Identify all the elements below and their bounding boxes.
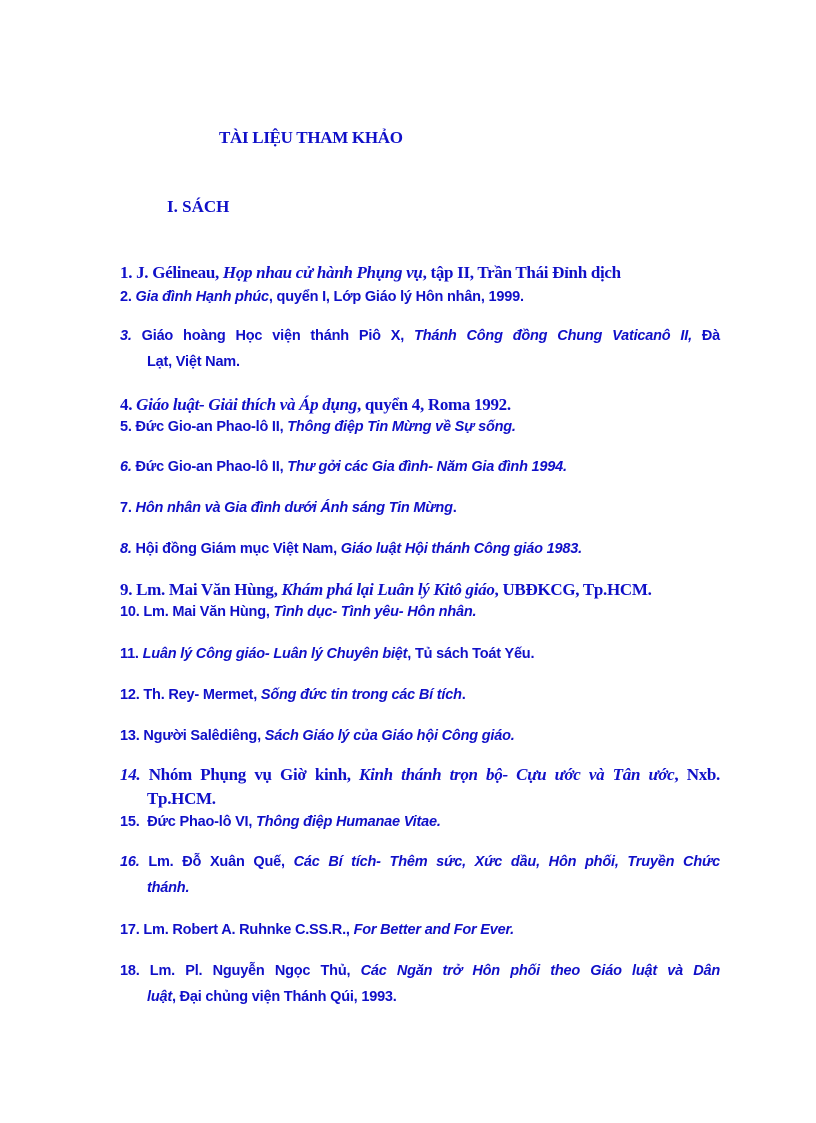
ref-author: Lm. Đỗ Xuân Quế, xyxy=(139,854,294,870)
reference-item-13 xyxy=(120,723,720,749)
ref-title: Họp nhau cử hành Phụng vụ xyxy=(222,263,423,282)
reference-item-7 xyxy=(120,495,720,521)
ref-author: Người Salêdiêng, xyxy=(139,728,265,744)
ref-detail: . xyxy=(461,687,466,703)
reference-item-3 xyxy=(120,323,720,375)
ref-title: Tình dục- Tình yêu- Hôn nhân. xyxy=(273,604,477,620)
ref-title: Hôn nhân và Gia đình dưới Ánh sáng Tin Mừng xyxy=(135,500,453,516)
ref-author: Hội đồng Giám mục Việt Nam, xyxy=(131,541,341,557)
ref-title: Thư gởi các Gia đình- Năm Gia đình 1994. xyxy=(287,459,567,475)
ref-number: 9. xyxy=(120,580,133,599)
ref-detail: , Đại chủng viện Thánh Qúi, 1993. xyxy=(171,989,397,1005)
ref-author: Đức Phao-lô VI, xyxy=(139,814,257,830)
ref-detail: , UBĐKCG, Tp.HCM. xyxy=(494,580,652,599)
ref-title: Gia đình Hạnh phúc xyxy=(135,289,269,305)
ref-title: Sống đức tin trong các Bí tích xyxy=(260,687,462,703)
ref-continuation: thánh. xyxy=(147,880,190,896)
ref-title: Các Bí tích- Thêm sức, Xức dầu, Hôn phối, Truyền Chức xyxy=(293,854,720,870)
page-title: TÀI LIỆU THAM KHẢO xyxy=(219,128,403,147)
reference-item-2 xyxy=(120,284,720,310)
ref-detail: Đà xyxy=(691,328,721,344)
ref-title: Thánh Công đồng Chung Vaticanô II, xyxy=(414,328,692,344)
ref-number: 14. xyxy=(120,765,141,784)
ref-first-line xyxy=(120,323,720,349)
ref-title-end: luật xyxy=(147,989,172,1005)
ref-number: 6. xyxy=(120,459,132,475)
ref-title: Giáo luật- Giải thích và Áp dụng xyxy=(136,395,357,414)
ref-number: 1. xyxy=(120,263,133,282)
ref-number: 12. xyxy=(120,687,140,703)
ref-detail: , Nxb. xyxy=(674,765,721,784)
ref-first-line xyxy=(120,763,720,787)
ref-title: Các Ngăn trở Hôn phối theo Giáo luật và Dân xyxy=(360,963,720,979)
ref-detail: . xyxy=(452,500,457,516)
ref-author: Đức Gio-an Phao-lô II, xyxy=(131,419,288,435)
reference-item-6 xyxy=(120,454,720,480)
ref-number: 5. xyxy=(120,419,132,435)
ref-title: Luân lý Công giáo- Luân lý Chuyên biệt xyxy=(142,646,408,662)
ref-detail: , tập II, Trần Thái Đỉnh dịch xyxy=(422,263,621,282)
ref-number: 10. xyxy=(120,604,140,620)
ref-author: Đức Gio-an Phao-lô II, xyxy=(131,459,288,475)
ref-number: 11. xyxy=(120,646,139,662)
ref-first-line xyxy=(120,958,720,984)
ref-author: Giáo hoàng Học viện thánh Piô X, xyxy=(131,328,415,344)
ref-author: Lm. Mai Văn Hùng, xyxy=(139,604,274,620)
ref-number: 16. xyxy=(120,854,140,870)
reference-item-15 xyxy=(120,809,720,835)
ref-number: 3. xyxy=(120,328,132,344)
reference-item-17 xyxy=(120,917,720,943)
ref-continuation: Lạt, Việt Nam. xyxy=(147,354,240,370)
ref-author: Lm. Robert A. Ruhnke C.SS.R., xyxy=(139,922,354,938)
reference-item-1 xyxy=(120,260,720,286)
ref-author: Th. Rey- Mermet, xyxy=(139,687,261,703)
reference-item-5 xyxy=(120,414,720,440)
ref-number: 17. xyxy=(120,922,140,938)
ref-number: 8. xyxy=(120,541,132,557)
ref-number: 4. xyxy=(120,395,133,414)
ref-title: Khám phá lại Luân lý Kitô giáo xyxy=(281,580,495,599)
ref-continuation: Tp.HCM. xyxy=(147,789,216,808)
ref-title: Giáo luật Hội thánh Công giáo 1983. xyxy=(340,541,582,557)
ref-number: 18. xyxy=(120,963,140,979)
ref-title: Thông điệp Humanae Vitae. xyxy=(256,814,441,830)
ref-number: 7. xyxy=(120,500,132,516)
reference-item-10 xyxy=(120,599,720,625)
ref-number: 15. xyxy=(120,814,140,830)
ref-continuation xyxy=(120,984,720,1010)
ref-title: Thông điệp Tin Mừng về Sự sống. xyxy=(287,419,516,435)
ref-title: Kinh thánh trọn bộ- Cựu ước và Tân ước xyxy=(359,765,675,784)
ref-author: Lm. Pl. Nguyễn Ngọc Thủ, xyxy=(139,963,361,979)
ref-title: For Better and For Ever. xyxy=(353,922,514,938)
ref-author: Nhóm Phụng vụ Giờ kinh, xyxy=(140,765,360,784)
ref-detail: , quyển I, Lớp Giáo lý Hôn nhân, 1999. xyxy=(268,289,524,305)
ref-title: Sách Giáo lý của Giáo hội Công giáo. xyxy=(264,728,515,744)
ref-first-line xyxy=(120,849,720,875)
reference-item-11 xyxy=(120,641,720,667)
ref-number: 13. xyxy=(120,728,140,744)
reference-item-8 xyxy=(120,536,720,562)
section-heading: I. SÁCH xyxy=(167,197,230,216)
ref-author: Lm. Mai Văn Hùng, xyxy=(132,580,282,599)
reference-item-14 xyxy=(120,763,720,811)
reference-item-12 xyxy=(120,682,720,708)
ref-detail: , Tủ sách Toát Yếu. xyxy=(407,646,535,662)
reference-item-18 xyxy=(120,958,720,1010)
ref-detail: , quyển 4, Roma 1992. xyxy=(357,395,511,414)
reference-item-16 xyxy=(120,849,720,901)
ref-number: 2. xyxy=(120,289,132,305)
ref-author: J. Gélineau, xyxy=(132,263,223,282)
